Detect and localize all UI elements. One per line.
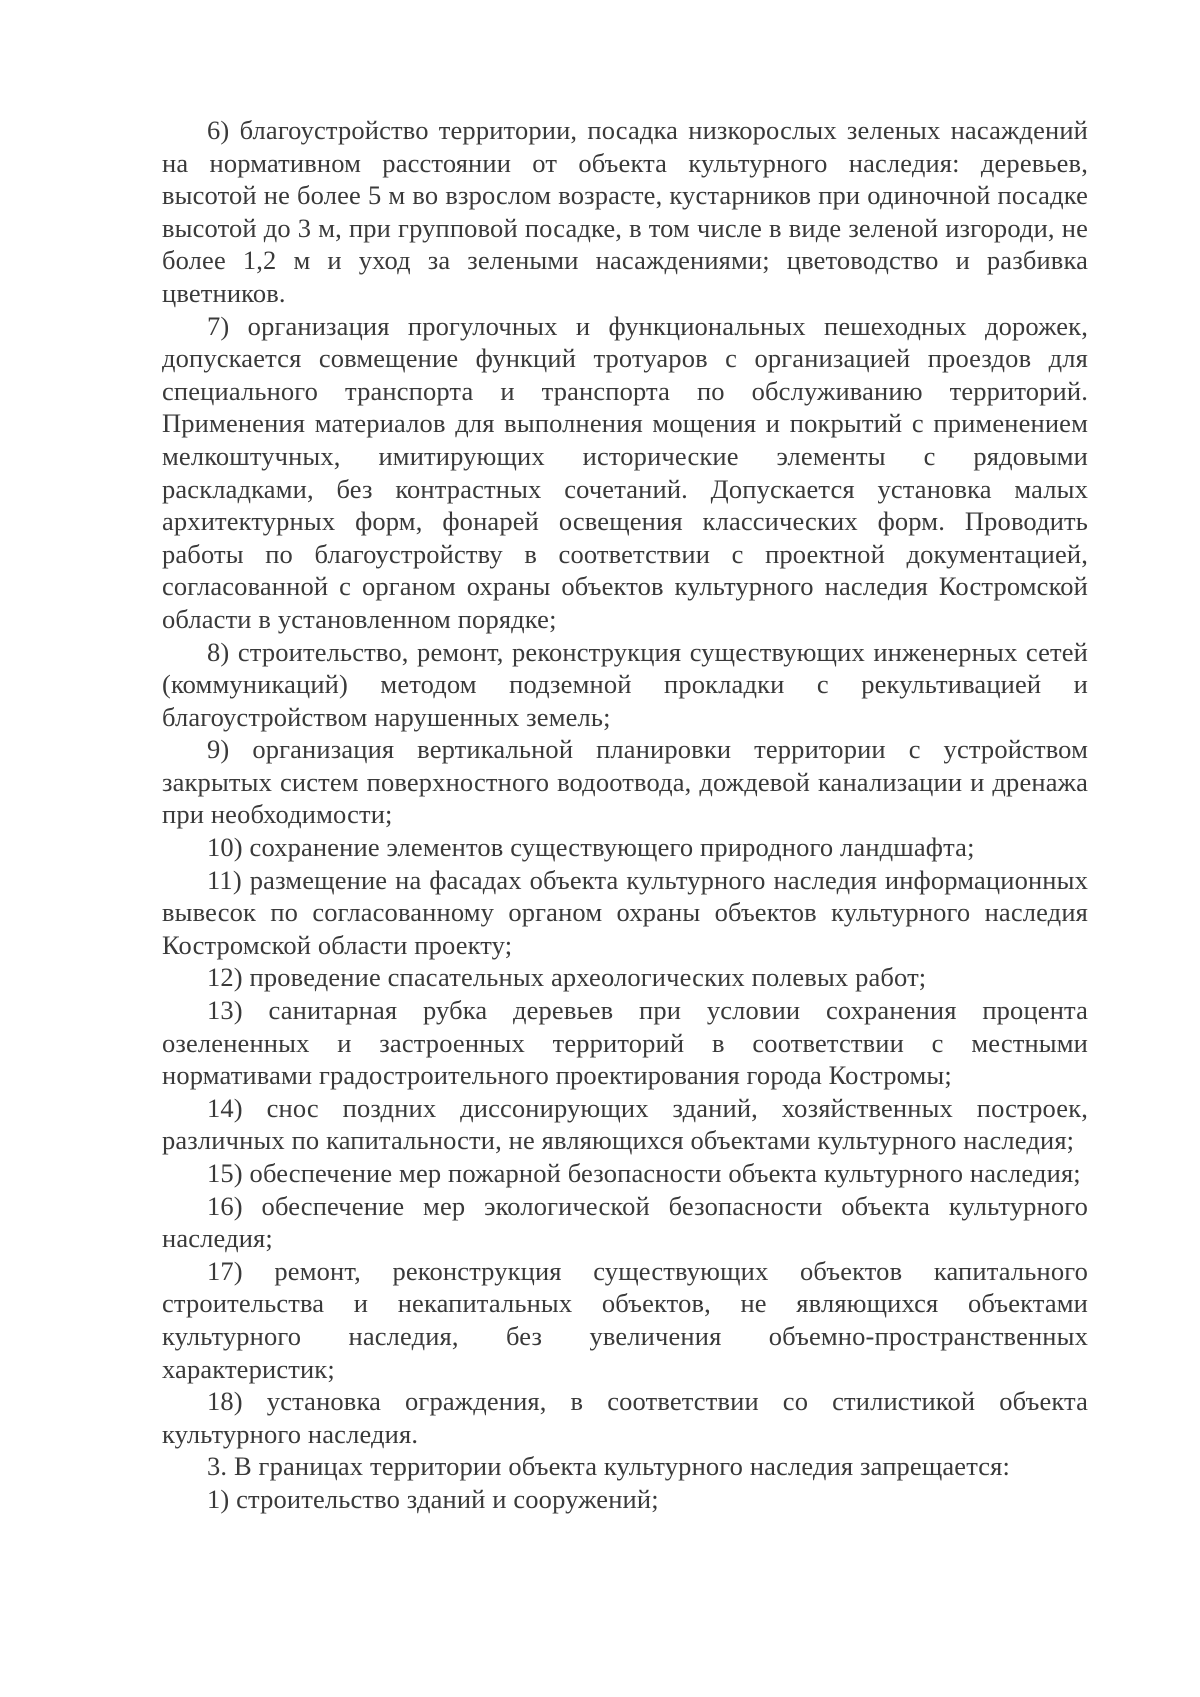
paragraph-item-8: 8) строительство, ремонт, реконструкция существующих инженерных сетей (коммуникаций) методом подземной прокладки с рекультивацией и благоустройством нарушенных земель; — [162, 636, 1088, 732]
section-3-heading: 3. В границах территории объекта культурного наследия запрещается: — [207, 1451, 1011, 1482]
paragraph-item-7: 7) организация прогулочных и функциональных пешеходных дорожек, допускается совмещение функций тротуаров с организацией проездов для специального транспорта и транспорта по обслуживанию территорий. Применения материалов для выполнения мощения и покрытий с применением мелкоштучных, имитирующих исторические элементы с рядовыми раскладками, без контрастных сочетаний. Допускается установка малых архитектурных форм, фонарей освещения классических форм. Проводить работы по благоустройству в соответствии с проектной документацией, согласованной с органом охраны объектов культурного наследия Костромской области в установленном порядке; — [162, 310, 1088, 634]
paragraph-item-14: 14) снос поздних диссонирующих зданий, хозяйственных построек, различных по капитальности, не являющихся объектами культурного наследия; — [162, 1092, 1088, 1156]
paragraph-item-10: 10) сохранение элементов существующего природного ландшафта; — [207, 832, 975, 863]
document-page — [162, 114, 1088, 1516]
paragraph-item-17: 17) ремонт, реконструкция существующих объектов капитального строительства и некапитальных объектов, не являющихся объектами культурного наследия, без увеличения объемно-пространственных характеристик; — [162, 1255, 1088, 1384]
paragraph-item-6: 6) благоустройство территории, посадка низкорослых зеленых насаждений на нормативном расстоянии от объекта культурного наследия: деревьев, высотой не более 5 м во взрослом возрасте, кустарников при одиночной посадке высотой до 3 м, при групповой посадке, в том числе в виде зеленой изгороди, не более 1,2 м и уход за зелеными насаждениями; цветоводство и разбивка цветников. — [162, 115, 1088, 308]
paragraph-item-13: 13) санитарная рубка деревьев при условии сохранения процента озелененных и застроенных территорий в соответствии с местными нормативами градостроительного проектирования города Костромы; — [162, 995, 1088, 1091]
paragraph-item-11: 11) размещение на фасадах объекта культурного наследия информационных вывесок по согласованному органом охраны объектов культурного наследия Костромской области проекту; — [162, 864, 1088, 960]
paragraph-item-15: 15) обеспечение мер пожарной безопасности объекта культурного наследия; — [207, 1158, 1081, 1188]
paragraph-item-16: 16) обеспечение мер экологической безопасности объекта культурного наследия; — [162, 1190, 1088, 1254]
paragraph-item-12: 12) проведение спасательных археологических полевых работ; — [207, 962, 927, 993]
paragraph-item-18: 18) установка ограждения, в соответствии со стилистикой объекта культурного наследия. — [162, 1386, 1088, 1449]
paragraph-item-9: 9) организация вертикальной планировки территории с устройством закрытых систем поверхностного водоотвода, дождевой канализации и дренажа при необходимости; — [162, 734, 1088, 830]
prohibition-item-1: 1) строительство зданий и сооружений; — [207, 1483, 659, 1514]
